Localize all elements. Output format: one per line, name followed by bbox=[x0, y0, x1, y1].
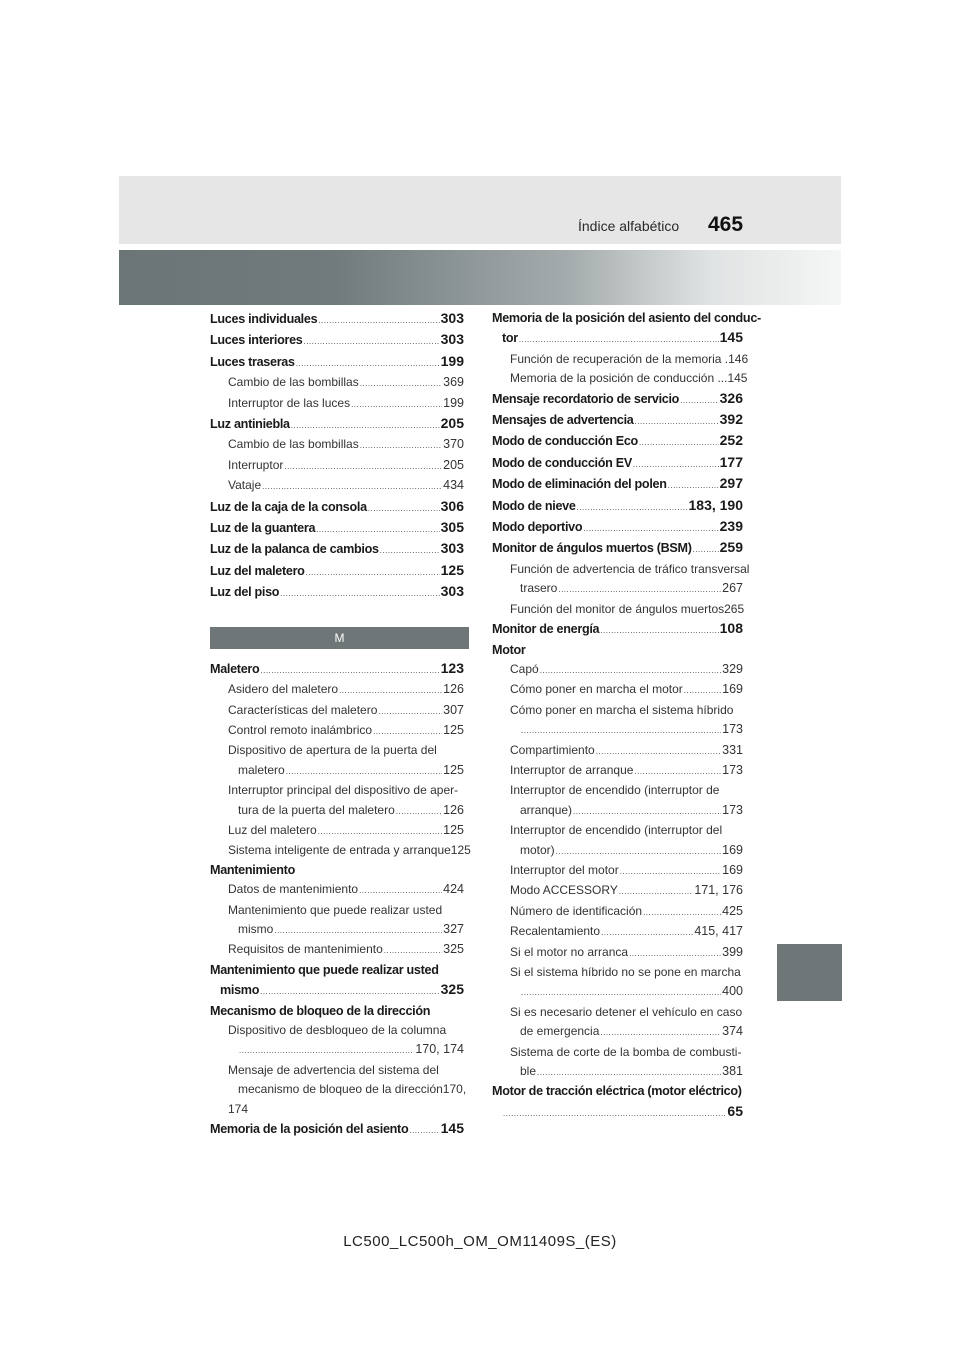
index-subentry-line: Dispositivo de apertura de la puerta del bbox=[228, 743, 437, 758]
index-subentry: Vataje ..... 434 bbox=[210, 476, 464, 496]
index-entry: Modo de eliminación del polen ..... 297 bbox=[492, 474, 743, 495]
index-subentry: Número de identificación ..... 425 bbox=[492, 902, 743, 922]
index-entry: Memoria de la posición del asiento ..... 145 bbox=[210, 1119, 464, 1140]
index-subentry-continuation: arranque) ..... 173 bbox=[492, 801, 743, 821]
index-subentry-line: Sistema inteligente de entrada y arranque125 bbox=[228, 843, 471, 858]
index-subentry-line: Si es necesario detener el vehículo en caso bbox=[510, 1004, 743, 1019]
index-entry: Modo de nieve ..... 183, 190 bbox=[492, 496, 743, 517]
index-subentry-line: Interruptor de encendido (interruptor de bbox=[510, 783, 720, 798]
index-entry: Luz antiniebla ..... 205 bbox=[210, 414, 464, 435]
letter-section-header: M bbox=[210, 627, 469, 649]
index-subentry-continuation: de emergencia ..... 374 bbox=[492, 1022, 743, 1042]
index-subentry: Luz del maletero ..... 125 bbox=[210, 821, 464, 841]
index-subentry: Requisitos de mantenimiento ..... 325 bbox=[210, 940, 464, 960]
index-subentry-continuation: maletero ..... 125 bbox=[210, 761, 464, 781]
index-subentry-line: Sistema de corte de la bomba de combusti- bbox=[510, 1044, 742, 1059]
index-subentry: Control remoto inalámbrico ..... 125 bbox=[210, 721, 464, 741]
index-entry: Luz de la caja de la consola ..... 306 bbox=[210, 497, 464, 518]
index-subentry: Interruptor de las luces ..... 199 bbox=[210, 394, 464, 414]
index-subentry-continuation: motor) ..... 169 bbox=[492, 841, 743, 861]
index-subentry-continuation: ..... 173 bbox=[492, 720, 743, 740]
index-entry: Luces interiores ..... 303 bbox=[210, 330, 464, 351]
index-subentry-line: Mantenimiento que puede realizar usted bbox=[228, 902, 443, 917]
index-subentry: Cambio de las bombillas ..... 370 bbox=[210, 435, 464, 455]
index-entry-line: Motor de tracción eléctrica (motor eléctrico) bbox=[492, 1084, 742, 1099]
index-subentry: Recalentamiento ..... 415, 417 bbox=[492, 922, 743, 942]
index-subentry-continuation: tura de la puerta del maletero ..... 126 bbox=[210, 801, 464, 821]
index-subentry-line: Si el sistema híbrido no se pone en marcha bbox=[510, 965, 741, 979]
index-entry-line: Mantenimiento que puede realizar usted bbox=[210, 962, 439, 977]
index-subentry-line: Memoria de la posición de conducción ...145 bbox=[510, 371, 748, 386]
index-subentry: Características del maletero ..... 307 bbox=[210, 701, 464, 721]
index-entry: Luz del maletero ..... 125 bbox=[210, 561, 464, 582]
index-subentry: Cómo poner en marcha el motor ..... 169 bbox=[492, 680, 743, 700]
index-subentry: Interruptor de arranque ..... 173 bbox=[492, 761, 743, 781]
index-subentry-line: Interruptor de encendido (interruptor del bbox=[510, 823, 723, 838]
index-entry: Luces traseras ..... 199 bbox=[210, 352, 464, 373]
index-subentry-line: Mensaje de advertencia del sistema del bbox=[228, 1062, 439, 1077]
index-entry-continuation: tor ..... 145 bbox=[492, 328, 743, 349]
index-subentry: Capó ..... 329 bbox=[492, 660, 743, 680]
index-entry: Modo de conducción Eco ..... 252 bbox=[492, 431, 743, 452]
index-subentry-line: mecanismo de bloqueo de la dirección170, bbox=[238, 1082, 467, 1097]
index-entry-line: Memoria de la posición del asiento del conduc- bbox=[492, 311, 761, 325]
section-title: Índice alfabético bbox=[578, 218, 680, 234]
index-subentry-line: Función de advertencia de tráfico transversal bbox=[510, 561, 750, 576]
index-subentry: Asidero del maletero ..... 126 bbox=[210, 680, 464, 700]
index-subentry: Si el motor no arranca ..... 399 bbox=[492, 943, 743, 963]
index-entry: Mensaje recordatorio de servicio ..... 326 bbox=[492, 389, 743, 410]
index-entry: Luz de la palanca de cambios ..... 303 bbox=[210, 539, 464, 560]
index-entry: Luz del piso ..... 303 bbox=[210, 582, 464, 603]
index-subentry-line: Función de recuperación de la memoria .146 bbox=[510, 351, 749, 366]
index-entry: Maletero ..... 123 bbox=[210, 659, 464, 680]
index-entry: Monitor de energía ..... 108 bbox=[492, 619, 743, 640]
side-tab-marker bbox=[777, 944, 842, 1001]
index-subentry-continuation: ..... 170, 174 bbox=[210, 1040, 464, 1060]
page-number: 465 bbox=[708, 213, 744, 236]
index-subentry: Datos de mantenimiento ..... 424 bbox=[210, 880, 464, 900]
index-subentry: Modo ACCESSORY ..... 171, 176 bbox=[492, 881, 743, 901]
index-subentry-line: Interruptor principal del dispositivo de aper- bbox=[228, 783, 459, 798]
index-entry: Modo de conducción EV ..... 177 bbox=[492, 453, 743, 474]
index-entry-line: Motor bbox=[492, 642, 526, 657]
index-entry: Modo deportivo ..... 239 bbox=[492, 517, 743, 538]
index-entry-line: Mecanismo de bloqueo de la dirección bbox=[210, 1003, 431, 1018]
index-entry: Mensajes de advertencia ..... 392 bbox=[492, 410, 743, 431]
index-subentry-continuation: mismo ..... 327 bbox=[210, 920, 464, 940]
index-subentry: Interruptor del motor ..... 169 bbox=[492, 861, 743, 881]
index-entry-line: Mantenimiento bbox=[210, 862, 295, 877]
index-entry: Monitor de ángulos muertos (BSM) ..... 259 bbox=[492, 538, 743, 559]
index-column-left bbox=[210, 309, 471, 1140]
index-subentry-continuation: ..... 400 bbox=[492, 982, 743, 1002]
index-subentry: Interruptor ..... 205 bbox=[210, 456, 464, 476]
index-subentry-line: Cómo poner en marcha el sistema híbrido bbox=[510, 702, 734, 717]
index-subentry-continuation: trasero ..... 267 bbox=[492, 579, 743, 599]
index-entry-continuation: mismo ..... 325 bbox=[210, 980, 464, 1001]
index-entry: Luz de la guantera ..... 305 bbox=[210, 518, 464, 539]
index-entry-continuation: ..... 65 bbox=[492, 1102, 743, 1123]
index-subentry: Compartimiento ..... 331 bbox=[492, 741, 743, 761]
index-column-right bbox=[492, 309, 761, 1123]
index-entry: Luces individuales ..... 303 bbox=[210, 309, 464, 330]
index-subentry-line: Función del monitor de ángulos muertos265 bbox=[510, 601, 745, 616]
index-subentry-line: 174 bbox=[228, 1101, 249, 1116]
index-subentry-line: Dispositivo de desbloqueo de la columna bbox=[228, 1023, 447, 1037]
index-subentry-continuation: ble ..... 381 bbox=[492, 1062, 743, 1082]
document-code-footer: LC500_LC500h_OM_OM11409S_(ES) bbox=[343, 1233, 617, 1250]
index-subentry: Cambio de las bombillas ..... 369 bbox=[210, 373, 464, 393]
header-gradient-band bbox=[119, 250, 841, 305]
